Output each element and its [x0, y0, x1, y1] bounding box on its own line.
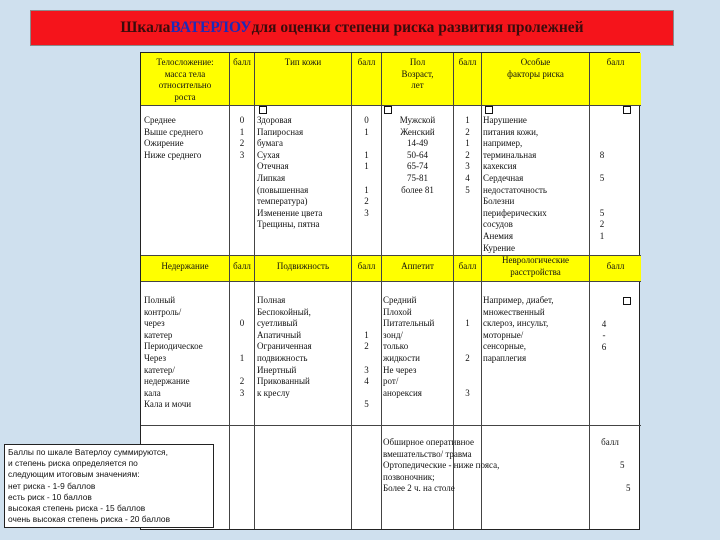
header-ball-4: балл — [606, 57, 625, 67]
surgery-score-2: 5 — [626, 483, 631, 493]
incontinence-scores: 0 1 2 3 — [239, 318, 245, 398]
skin-type-items: Здоровая Папиросная бумага Сухая Отечная Липкая (повышенная температура) Изменение цвета Трещины, пятна — [257, 115, 323, 230]
incontinence-items: Полный контроль/ через катетер Периодическое Через катетер/ недержание кала Кала и мочи — [144, 295, 203, 410]
title-post: для оценки степени риска развития пролежней — [251, 19, 584, 36]
header-ball-1: балл — [233, 57, 251, 67]
header-neuro: Неврологические расстройства — [501, 255, 570, 277]
skin-checkbox[interactable] — [259, 106, 267, 114]
header-gender-age: Пол Возраст, лет — [401, 57, 434, 91]
page-title — [30, 10, 674, 46]
special-factors-items: Нарушение питания кожи, например, терминальная кахексия Сердечная недостаточность Болезни периферических сосудов Анемия Курение — [483, 115, 547, 253]
neuro-scores: 4 - 6 — [601, 318, 607, 352]
surgery-score-1: 5 — [620, 460, 625, 470]
surgery-ball: балл — [601, 437, 619, 447]
appetite-items: Средний Плохой Питательный зонд/ только жидкости Не через рот/ анорексия — [383, 295, 435, 398]
header-mobility: Подвижность — [276, 261, 330, 271]
skin-type-scores: 0 1 1 1 1 2 3 — [364, 115, 369, 218]
gender-age-scores: 1 2 1 2 3 4 5 — [465, 115, 470, 195]
header-skin-type: Тип кожи — [284, 57, 322, 67]
gender-checkbox[interactable] — [384, 106, 392, 114]
mobility-items: Полная Беспокойный, суетливый Апатичный Ограниченная подвижность Инертный Прикованный к креслу — [257, 295, 312, 398]
title-highlight: ВАТЕРЛОУ — [170, 19, 252, 36]
gender-age-items: Мужской Женский 14-49 50-64 65-74 75-81 более 81 — [399, 115, 436, 195]
header-special: Особые факторы риска — [507, 57, 564, 79]
mobility-scores: 1 2 3 4 5 — [364, 329, 369, 410]
header-body-build: Телосложение: масса тела относительно роста — [156, 57, 214, 102]
appetite-scores: 1 2 3 — [465, 318, 470, 398]
body-build-scores: 0 1 2 3 — [239, 115, 245, 160]
special-ball-checkbox[interactable] — [623, 106, 631, 114]
header-incontinence: Недержание — [161, 261, 209, 271]
body-build-items: Среднее Выше среднего Ожирение Ниже среднего — [144, 115, 203, 160]
neuro-items: Например, диабет, множественный склероз, инсульт, моторные/ сенсорные, параплегия — [483, 295, 554, 363]
header-ball-3: балл — [458, 57, 477, 67]
header-ball-2: балл — [357, 57, 376, 67]
header-ball-8: балл — [606, 261, 625, 271]
header-ball-7: балл — [458, 261, 477, 271]
special-factors-scores: 8 5 5 2 1 — [599, 149, 605, 241]
special-checkbox[interactable] — [485, 106, 493, 114]
title-pre: Шкала — [120, 19, 171, 36]
scoring-note: Баллы по шкале Ватерлоу суммируются, и степень риска определяется по следующим итоговым значениям: нет риска - 1-9 баллов есть риск - 10 баллов высокая степень риска - 15 баллов очень высокая степень риска - 20 баллов — [4, 444, 214, 528]
neuro-checkbox[interactable] — [623, 297, 631, 305]
header-ball-6: балл — [357, 261, 376, 271]
surgery-items: Обширное оперативное вмешательство/ травма Ортопедические - ниже пояса, позвоночник; Более 2 ч. на столе — [383, 437, 500, 494]
header-ball-5: балл — [233, 261, 251, 271]
waterlow-table — [140, 52, 640, 530]
header-appetite: Аппетит — [401, 261, 434, 271]
